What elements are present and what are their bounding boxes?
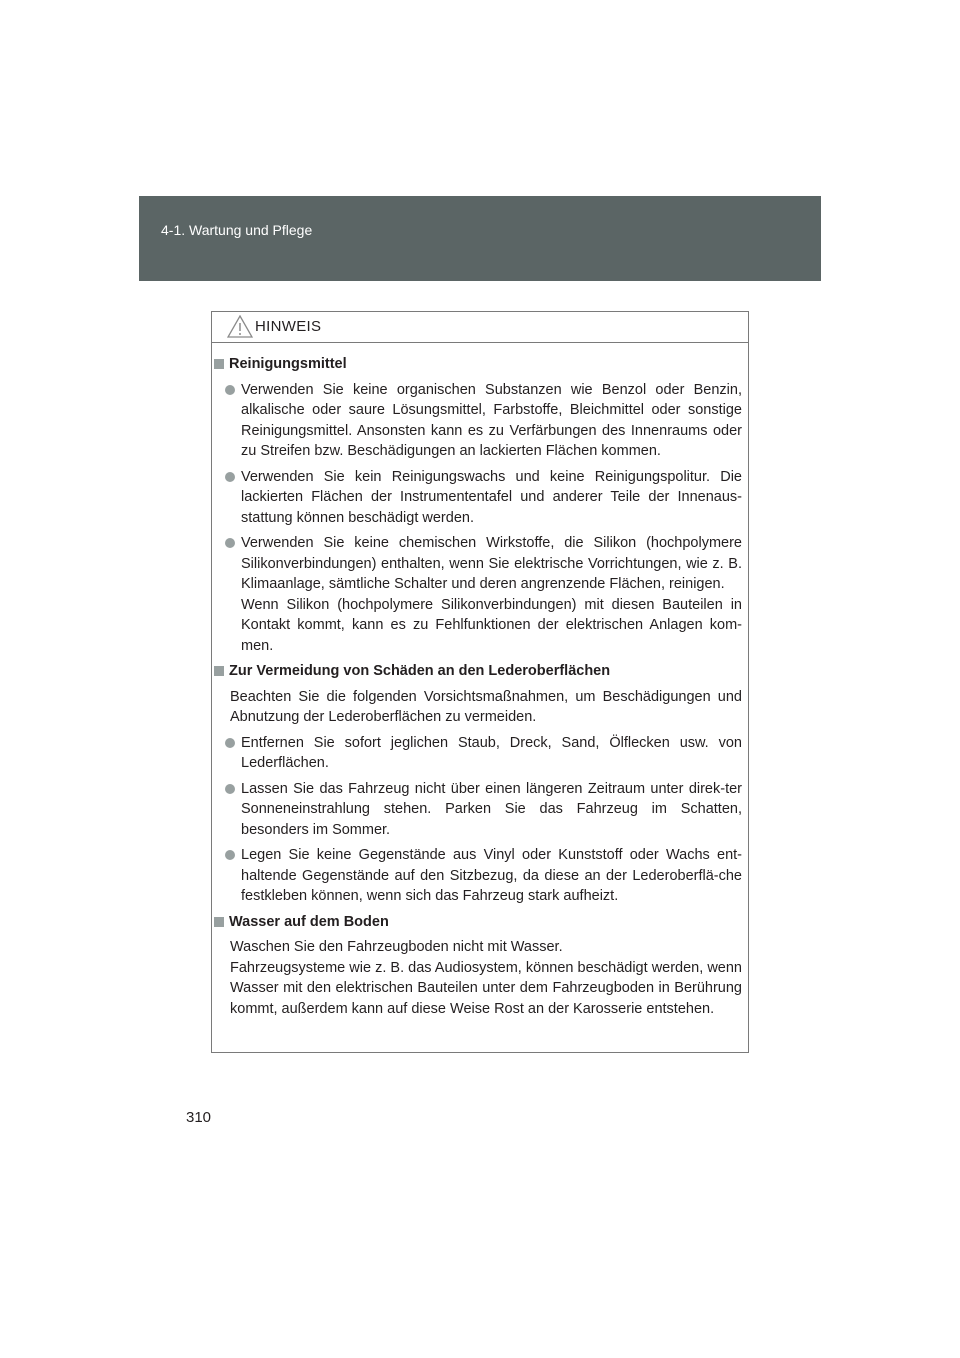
- square-bullet-icon: [214, 666, 224, 676]
- notice-title: HINWEIS: [255, 318, 322, 335]
- section-intro: Waschen Sie den Fahrzeugboden nicht mit Wasser. Fahrzeugsysteme wie z. B. das Audiosystem, können beschädigt werden, wenn Wasser mit den elektrischen Bauteilen unter dem Fahrzeugboden in Berührung kommt, außerdem kann auf diese Weise Rost an der Karosserie entstehen.: [230, 939, 742, 1017]
- circle-bullet-icon: [225, 538, 235, 548]
- section-heading: Reinigungsmittel: [212, 354, 742, 375]
- section-heading: Zur Vermeidung von Schäden an den Lederoberflächen: [212, 661, 742, 682]
- circle-bullet-icon: [225, 472, 235, 482]
- warning-triangle-icon: [227, 315, 253, 338]
- notice-header: [212, 312, 748, 343]
- section-heading: Wasser auf dem Boden: [212, 912, 742, 933]
- bullet-item: Verwenden Sie kein Reinigungswachs und keine Reinigungspolitur. Die lackierten Flächen der Instrumententafel und anderer Teile der Innenaus-stattung können beschädigt werden.: [212, 467, 742, 529]
- notice-body: [212, 343, 748, 1019]
- square-bullet-icon: [214, 917, 224, 927]
- chapter-header-band: [139, 196, 821, 281]
- bullet-item: Legen Sie keine Gegenstände aus Vinyl oder Kunststoff oder Wachs ent-haltende Gegenstände auf den Sitzbezug, da diese an der Lederoberflä-che festkleben können, wenn sich das Fahrzeug stark aufheizt.: [212, 845, 742, 907]
- bullet-item: Entfernen Sie sofort jeglichen Staub, Dreck, Sand, Ölflecken usw. von Lederflächen.: [212, 733, 742, 774]
- circle-bullet-icon: [225, 850, 235, 860]
- circle-bullet-icon: [225, 738, 235, 748]
- notice-box: [211, 311, 749, 1053]
- circle-bullet-icon: [225, 784, 235, 794]
- chapter-section-title: 4-1. Wartung und Pflege: [161, 222, 313, 238]
- bullet-item: Verwenden Sie keine chemischen Wirkstoffe, die Silikon (hochpolymere Silikonverbindungen) enthalten, wenn Sie elektrische Vorrichtungen, wie z. B. Klimaanlage, sämtliche Schalter und deren angrenzende Flächen, reinigen. Wenn Silikon (hochpolymere Silikonverbindungen) mit diesen Bauteilen in Kontakt kommt, kann es zu Fehlfunktionen der elektrischen Anlagen kom-men.: [212, 533, 742, 656]
- circle-bullet-icon: [225, 385, 235, 395]
- square-bullet-icon: [214, 359, 224, 369]
- bullet-item: Lassen Sie das Fahrzeug nicht über einen längeren Zeitraum unter direk-ter Sonneneinstrahlung stehen. Parken Sie das Fahrzeug im Schatten, besonders im Sommer.: [212, 779, 742, 841]
- section-intro: Beachten Sie die folgenden Vorsichtsmaßnahmen, um Beschädigungen und Abnutzung der Lederoberflächen zu vermeiden.: [230, 688, 742, 725]
- page-number: 310: [186, 1109, 212, 1126]
- bullet-item: Verwenden Sie keine organischen Substanzen wie Benzol oder Benzin, alkalische oder saure Lösungsmittel, Farbstoffe, Bleichmittel oder sonstige Reinigungsmittel. Ansonsten kann es zu Verfärbungen des Innenraums oder zu Streifen bzw. Beschädigungen an lackierten Flächen kommen.: [212, 380, 742, 462]
